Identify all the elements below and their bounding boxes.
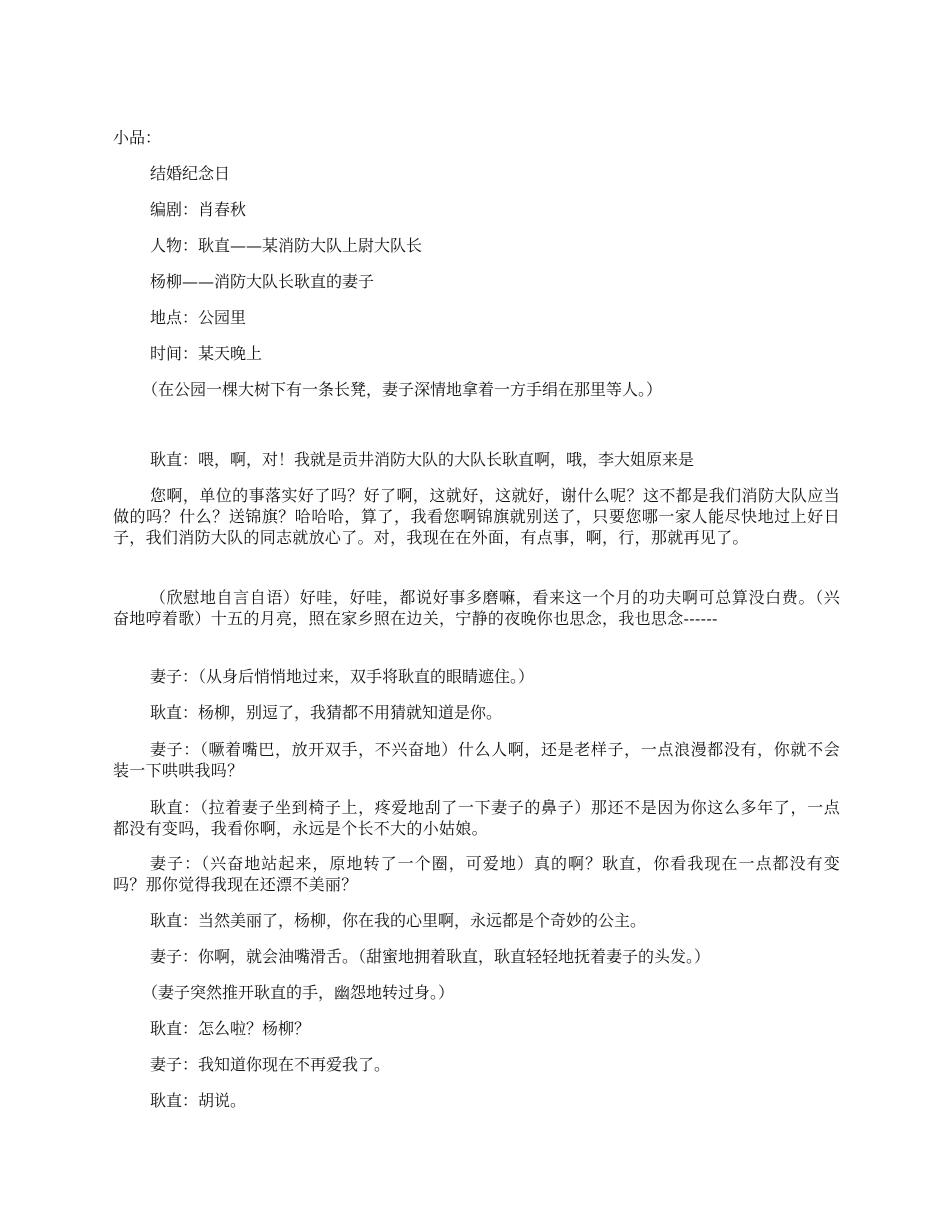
dialogue-paragraph: 妻子：（兴奋地站起来，原地转了一个圈，可爱地）真的啊？耿直，你看我现在一点都没有变吗？那你觉得我现在还漂不美丽？ xyxy=(113,854,840,894)
character-line: 杨柳——消防大队长耿直的妻子 xyxy=(150,272,375,291)
dialogue-line: 妻子：我知道你现在不再爱我了。 xyxy=(150,1055,391,1074)
dialogue-paragraph: （欣慰地自言自语）好哇，好哇，都说好事多磨嘛，看来这一个月的功夫啊可总算没白费。（兴奋地哼着歌）十五的月亮，照在家乡照在边关，宁静的夜晚你也思念，我也思念------ xyxy=(113,588,840,628)
dialogue-line: 妻子：你啊，就会油嘴滑舌。（甜蜜地拥着耿直，耿直轻轻地抚着妻子的头发。） xyxy=(150,947,711,966)
character-line: 人物：耿直——某消防大队上尉大队长 xyxy=(150,236,423,255)
play-title: 结婚纪念日 xyxy=(150,164,231,183)
stage-direction: （在公园一棵大树下有一条长凳，妻子深情地拿着一方手绢在那里等人。） xyxy=(142,380,663,399)
dialogue-paragraph: 您啊，单位的事落实好了吗？好了啊，这就好，这就好，谢什么呢？这不都是我们消防大队应当做的吗？什么？送锦旗？哈哈哈，算了，我看您啊锦旗就别送了，只要您哪一家人能尽快地过上好日子，我们消防大队的同志就放心了。对，我现在在外面，有点事，啊，行，那就再见了。 xyxy=(113,486,840,547)
stage-direction: （妻子突然推开耿直的手，幽怨地转过身。） xyxy=(142,983,455,1002)
dialogue-line: 耿直：喂，啊，对！我就是贡井消防大队的大队长耿直啊，哦，李大姐原来是 xyxy=(150,450,695,469)
heading: 小品： xyxy=(113,128,162,147)
dialogue-line: 耿直：怎么啦？杨柳？ xyxy=(150,1019,311,1038)
dialogue-line: 耿直：杨柳，别逗了，我猜都不用猜就知道是你。 xyxy=(150,703,503,722)
dialogue-paragraph: 耿直：（拉着妻子坐到椅子上，疼爱地刮了一下妻子的鼻子）那还不是因为你这么多年了，一点都没有变吗，我看你啊，永远是个长不大的小姑娘。 xyxy=(113,798,840,838)
place-line: 地点：公园里 xyxy=(150,308,247,327)
time-line: 时间：某天晚上 xyxy=(150,344,263,363)
dialogue-line: 妻子：（从身后悄悄地过来，双手将耿直的眼睛遮住。） xyxy=(150,667,535,686)
dialogue-line: 耿直：胡说。 xyxy=(150,1091,247,1110)
dialogue-line: 耿直：当然美丽了，杨柳，你在我的心里啊，永远都是个奇妙的公主。 xyxy=(150,911,647,930)
author-line: 编剧：肖春秋 xyxy=(150,200,247,219)
dialogue-paragraph: 妻子：（噘着嘴巴，放开双手，不兴奋地）什么人啊，还是老样子，一点浪漫都没有，你就不会装一下哄哄我吗？ xyxy=(113,740,840,780)
